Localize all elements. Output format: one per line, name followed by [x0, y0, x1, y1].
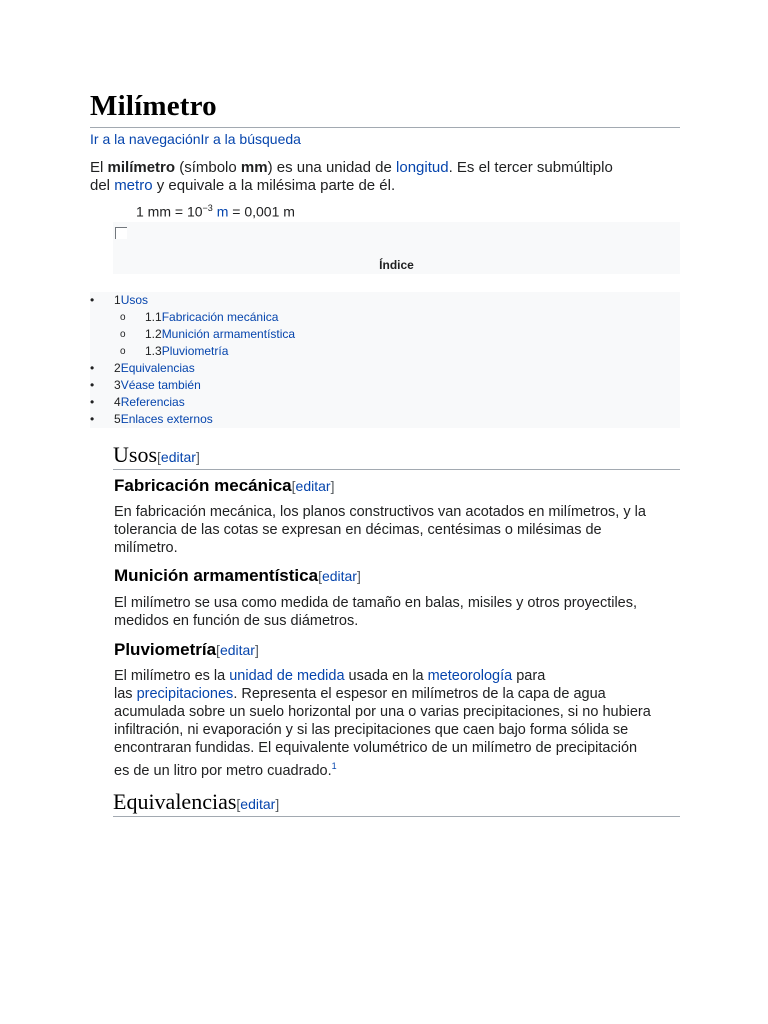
edit-link-pluviometria[interactable]: editar	[219, 642, 255, 658]
edit-link-equivalencias[interactable]: editar	[240, 796, 276, 812]
bullet-icon: •	[90, 412, 95, 426]
paragraph-text: usada en la	[344, 668, 428, 684]
paragraph-line: El milímetro se usa como medida de tamaño en balas, misiles y otros proyectiles,	[114, 595, 638, 611]
heading-text: Munición armamentística	[114, 566, 319, 585]
toc-number: 1.2	[145, 327, 162, 341]
toc-number: 1.3	[145, 344, 162, 358]
toc-number: 5	[114, 412, 121, 426]
paragraph-text: El milímetro es la	[114, 668, 230, 684]
meter-unit-link[interactable]: m	[216, 203, 229, 220]
jump-to-navigation-link[interactable]: Ir a la navegación	[90, 131, 201, 147]
lead-term: milímetro	[107, 159, 176, 176]
paragraph-line: infiltración, ni evaporación y si las precipitaciones que caen bajo forma sólida se	[114, 722, 629, 738]
edit-bracket: ]	[195, 449, 200, 465]
paragraph-line: milímetro.	[114, 540, 178, 556]
lead-paragraph	[90, 159, 670, 195]
toc-number: 4	[114, 395, 121, 409]
edit-bracket: ]	[275, 796, 280, 812]
formula-right: = 0,001 m	[228, 203, 295, 220]
section-divider	[113, 469, 680, 470]
heading-pluviometria	[114, 640, 259, 660]
heading-usos	[113, 442, 200, 468]
edit-bracket: ]	[356, 568, 361, 584]
heading-municion	[114, 566, 361, 586]
edit-bracket: [	[157, 449, 161, 465]
jump-links	[90, 131, 301, 147]
lead-text: y equivale a la milésima parte de él.	[152, 177, 396, 194]
toc-list	[90, 292, 680, 428]
paragraph-line: es de un litro por metro cuadrado.	[114, 762, 332, 779]
toc-toggle-checkbox[interactable]	[115, 227, 127, 239]
toc-item[interactable]	[90, 377, 680, 394]
toc-number: 3	[114, 378, 121, 392]
toc-link-municion[interactable]: Munición armamentística	[161, 327, 296, 341]
lead-text: . Es el tercer submúltiplo	[448, 159, 613, 176]
heading-text: Usos	[113, 442, 158, 467]
section-divider	[113, 816, 680, 817]
edit-bracket: [	[291, 478, 296, 494]
bullet-icon: •	[90, 293, 95, 307]
toc-number: 1.1	[145, 310, 162, 324]
edit-link-fabricacion[interactable]: editar	[295, 478, 331, 494]
paragraph-line: encontraran fundidas. El equivalente volumétrico de un milímetro de precipitación	[114, 740, 638, 756]
bullet-icon: •	[90, 395, 95, 409]
pluviometria-paragraph	[114, 667, 680, 780]
toc-item[interactable]	[90, 411, 680, 428]
circle-bullet-icon: o	[120, 346, 126, 357]
edit-link-usos[interactable]: editar	[160, 449, 196, 465]
unidad-de-medida-link[interactable]: unidad de medida	[229, 668, 345, 684]
toc-link-referencias[interactable]: Referencias	[120, 395, 185, 409]
toc-number: 2	[114, 361, 121, 375]
toc-number: 1	[114, 293, 121, 307]
metro-link[interactable]: metro	[114, 177, 153, 194]
paragraph-line: acumulada sobre un suelo horizontal por una o varias precipitaciones, si no hubiera	[114, 704, 651, 720]
edit-bracket: ]	[330, 478, 335, 494]
edit-link-municion[interactable]: editar	[321, 568, 357, 584]
toc-item[interactable]	[90, 292, 680, 309]
municion-paragraph	[114, 594, 680, 630]
title-divider	[90, 127, 680, 128]
circle-bullet-icon: o	[120, 329, 126, 340]
jump-to-search-link[interactable]: Ir a la búsqueda	[200, 131, 301, 147]
toc-link-vease[interactable]: Véase también	[120, 378, 201, 392]
longitud-link[interactable]: longitud	[396, 159, 449, 176]
paragraph-line: medidos en función de sus diámetros.	[114, 613, 359, 629]
bullet-icon: •	[90, 378, 95, 392]
circle-bullet-icon: o	[120, 312, 126, 323]
paragraph-text: las	[114, 686, 137, 702]
heading-equivalencias	[113, 789, 279, 815]
bullet-icon: •	[90, 361, 95, 375]
formula-left: 1 mm = 10	[136, 203, 203, 220]
lead-symbol: mm	[240, 159, 268, 176]
paragraph-text: . Representa el espesor en milímetros de la capa de agua	[233, 686, 606, 702]
precipitaciones-link[interactable]: precipitaciones	[136, 686, 234, 702]
paragraph-text: para	[512, 668, 546, 684]
toc-title: Índice	[379, 258, 414, 272]
page-title: Milímetro	[90, 90, 217, 122]
formula	[136, 203, 295, 220]
heading-text: Fabricación mecánica	[114, 476, 292, 495]
fabricacion-paragraph	[114, 503, 680, 557]
lead-text: (símbolo	[175, 159, 241, 176]
edit-bracket: ]	[254, 642, 259, 658]
toc-item[interactable]	[90, 343, 680, 360]
edit-bracket: [	[236, 796, 241, 812]
edit-bracket: [	[216, 642, 220, 658]
meteorologia-link[interactable]: meteorología	[427, 668, 513, 684]
toc-link-equivalencias[interactable]: Equivalencias	[120, 361, 195, 375]
lead-text: del	[90, 177, 115, 194]
toc-link-fabricacion[interactable]: Fabricación mecánica	[161, 310, 279, 324]
paragraph-line: En fabricación mecánica, los planos constructivos van acotados en milímetros, y la	[114, 504, 646, 520]
toc-link-pluviometria[interactable]: Pluviometría	[161, 344, 229, 358]
reference-link[interactable]: 1	[331, 761, 337, 771]
heading-fabricacion	[114, 476, 334, 496]
lead-text: ) es una unidad de	[267, 159, 397, 176]
toc-item[interactable]	[90, 309, 680, 326]
formula-exponent: −3	[202, 203, 213, 213]
toc-link-usos[interactable]: Usos	[120, 293, 149, 307]
heading-text: Pluviometría	[114, 640, 217, 659]
paragraph-line: tolerancia de las cotas se expresan en décimas, centésimas o milésimas de	[114, 522, 602, 538]
toc-link-enlaces[interactable]: Enlaces externos	[120, 412, 213, 426]
lead-text: El	[90, 159, 108, 176]
toc-item[interactable]	[90, 360, 680, 377]
toc-item[interactable]	[90, 394, 680, 411]
heading-text: Equivalencias	[113, 789, 237, 814]
edit-bracket: [	[318, 568, 322, 584]
toc-item[interactable]	[90, 326, 680, 343]
